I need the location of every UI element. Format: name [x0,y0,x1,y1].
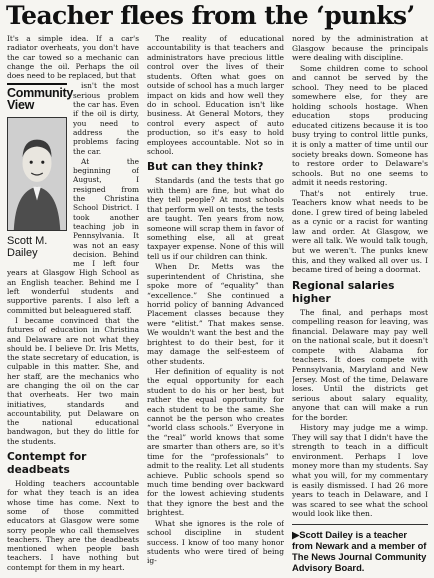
author-photo [7,117,67,231]
author-first-name: Scott M. [7,235,48,248]
headline: Teacher flees from the ‘punks’ [6,1,415,30]
paragraph: Holding teachers accountable for what they teach is an idea whose time has come. Next to some of those committed educators at Glasgow were some sorry people who call themselves teachers. They are the deadbeats mentioned when people bash teachers. I have nothing but contempt for them in my heart. [7,479,139,572]
author-last-name: Dailey [7,247,38,260]
paragraph: Some children come to school and cannot be served by the school. They need to be placed somewhere else, for they are holding schools hostage. When education stops producing educated citizens because it is too busy trying to control little punks, it is only a matter of time until our society breaks down. Someone has to restore order to Delaware's schools. But no one seems to admit it needs restoring. [292,63,428,188]
paragraph: The reality of educational accountability is that teachers and administrators have precious little control over the lives of their students. Often what goes on outside of school has a much larger impact on kids and how well they do in school. Education isn't like business. At General Motors, they control every aspect of auto production, so it's easy to hold employees accountable. Not so in school. [147,34,284,157]
column-label-line1: Community [7,86,74,101]
paragraph: I became convinced that the futures of education in Christina and Delaware are not what they should be. I believe Dr. Iris Metts, the state secretary of education, is culpable in this matter. She, and her staff, are the mechanics who are changing the oil on the car that overheats. Her two main initiatives, standards and accountability, put Delaware on the national educational bandwagon, but they do little for the students. [7,315,139,446]
subhead: Regional salaries higher [292,279,395,305]
paragraph: History may judge me a wimp. They will say that I didn't have the strength to teach in a difficult environment. Perhaps I love money more than my students. Say what you will, for my commentary is easily dismissed. I had 26 more years to teach in Delaware, and I was scared to see what the school would look like then. [292,423,428,519]
column-3 [292,34,428,578]
column-label [7,83,74,113]
subhead: Contempt for deadbeats [7,451,87,477]
paragraph: Standards (and the tests that go with them) are fine, but what do they tell people? At most schools that perform well on tests, the tests are taught. Ten years from now, someone will scrap them in favor of something else, all at great taxpayer expense. None of this will tell us if our children can think. [147,176,284,261]
paragraph: That's not entirely true. Teachers know what needs to be done. I grew tired of being labeled as a cynic or a racist for wanting law and order. At Glasgow, we were all talk. We would talk tough, but we weren't. The punks knew this, and they walked all over us. I became tired of being a doormat. [292,188,428,275]
paragraph: It's a simple idea. If a car's radiator overheats, you don't have the car towed so a mechanic can change the oil. Perhaps the oil does need to be replaced, but that [7,34,139,81]
paragraph: At the beginning of August, I resigned from the Christina School District. I took another teaching job in Pennsylvania. It was not an easy decision. Behind me I left four years at Glasgow High School as an English teacher. Behind me I left wonderful students and supportive parents. I also left a committed but beleaguered staff. [7,156,139,315]
paragraph: What she ignores is the role of school discipline in student success. I know of too many honor students who were tired of being ig- [147,518,284,566]
paragraph: The final, and perhaps most compelling reason for leaving, was financial. Delaware may pay well on the national scale, but it doesn't compete with Alabama for teachers. It does compete with Pennsylvania, Maryland and New Jersey. Most of the time, Delaware loses. Until the districts get serious about salary equality, anyone that can will make a run for the border. [292,307,428,422]
paragraph: isn't the most serious problem the car has. Even if the oil is dirty, you need to address the problems facing the car. [73,81,139,156]
subhead: But can they think? [147,161,264,174]
author-byline [7,235,67,259]
paragraph: Her definition of equality is not the equal opportunity for each student to do his or her best, but rather the equal opportunity for each student to be the same. She cannot be the person who creates “world class schools.” Everyone in the “real” world knows that some are smarter than others are, so it's time for the “professionals” to admit to the reality. Let all students achieve. Public schools spend so much time bending over backward for the lowest achieving students that they ignore the best and the brightest. [147,366,284,518]
paragraph: When Dr. Metts was the superintendent of Christina, she spoke more of “equality” than “excellence.” She continued a horrid policy of banning Advanced Placement classes because they were “elitist.” That makes sense. We wouldn't want the best and the brightest to do their best, for it may damage the self-esteem of other students. [147,262,284,366]
column-1 [7,34,139,578]
author-note: ▶Scott Dailey is a teacher from Newark and a member of The News Journal Community Advisory Board. [292,524,428,574]
community-view-box [7,83,74,260]
column-label-line2: View [7,98,35,113]
paragraph: nored by the administration at Glasgow because the principals were dealing with discipline. [292,34,428,63]
column-2 [147,34,284,578]
